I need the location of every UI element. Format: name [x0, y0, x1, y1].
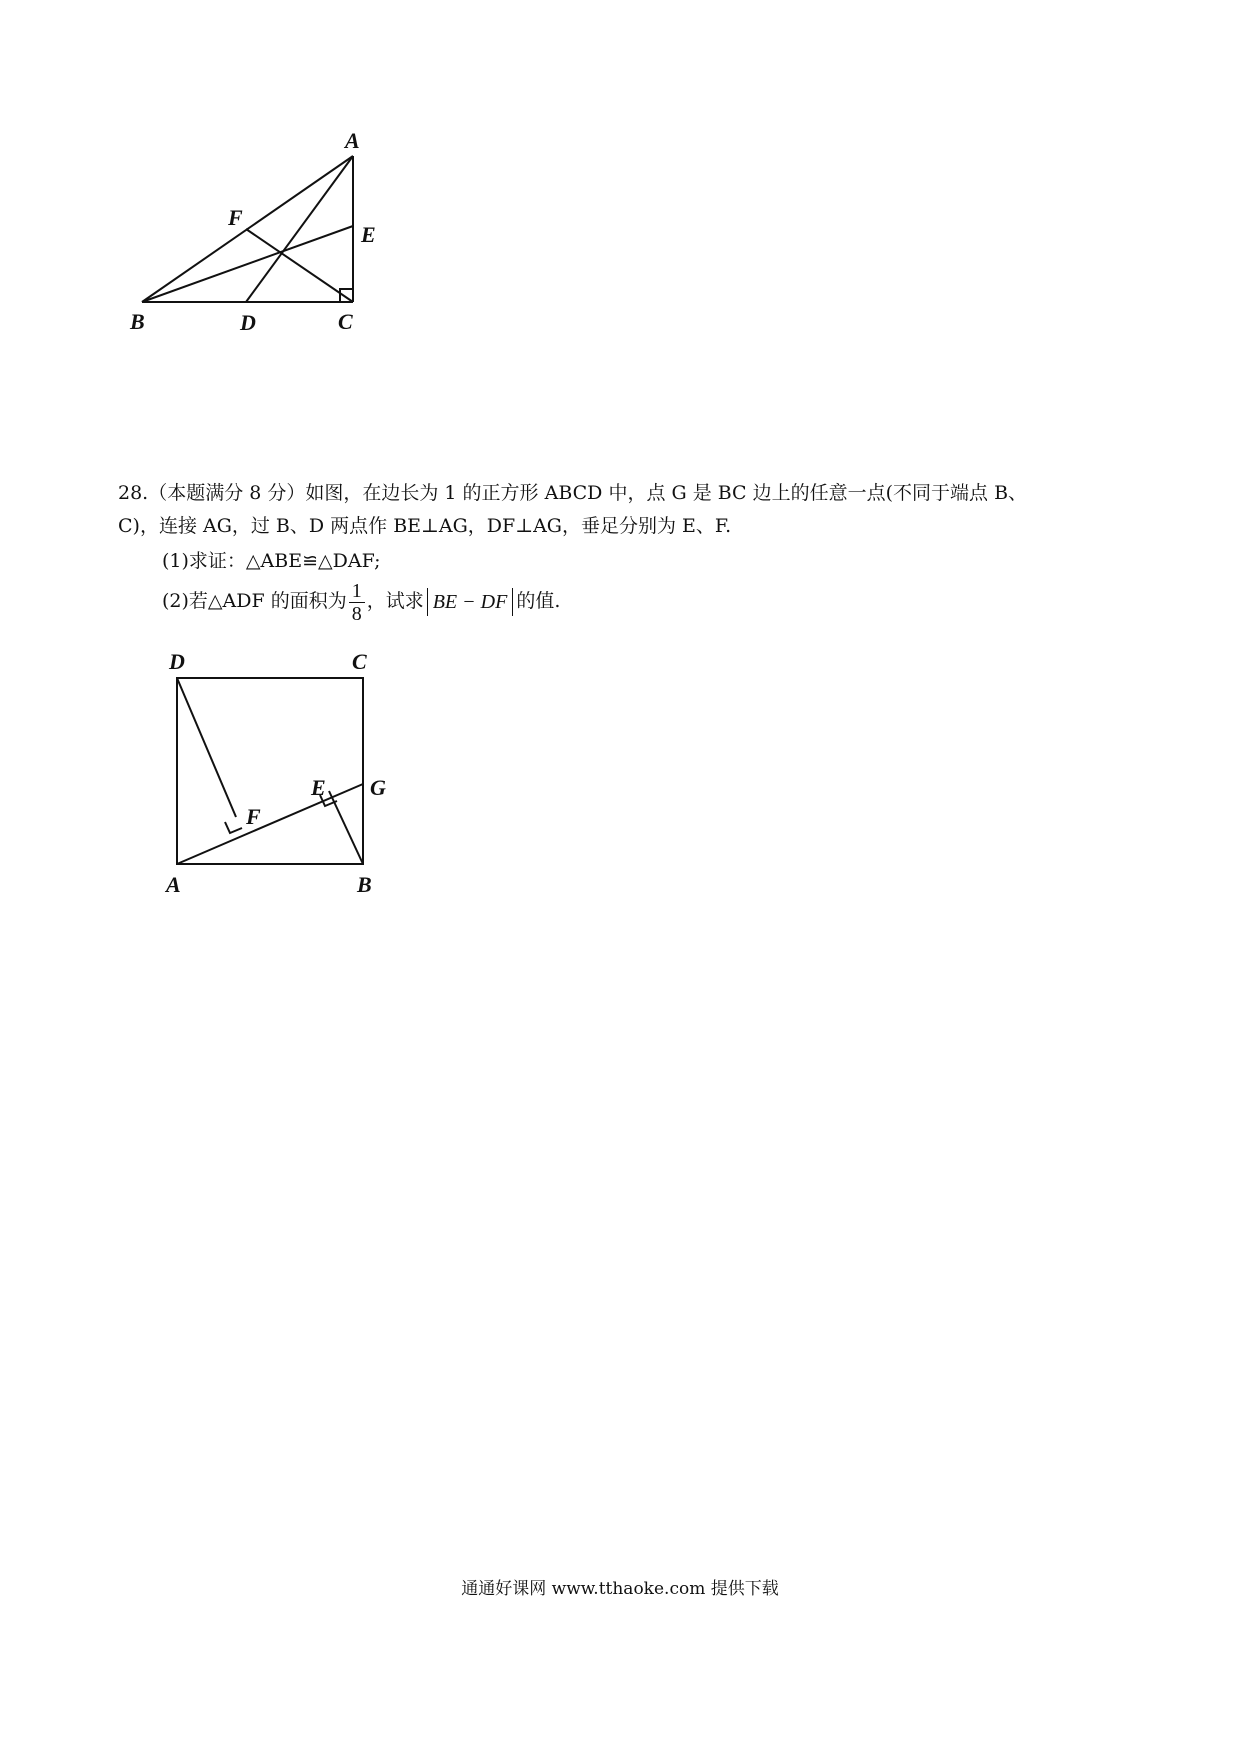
label-a: A	[345, 128, 360, 153]
label-g: G	[370, 775, 386, 800]
segment-cf	[246, 229, 353, 302]
footer-text: 通通好课网 www.tthaoke.com 提供下载	[461, 1579, 779, 1599]
segment-df	[177, 678, 236, 817]
label-c: C	[352, 649, 367, 674]
label-c: C	[338, 309, 353, 334]
segment-ag	[177, 784, 363, 864]
segment-ad	[246, 156, 353, 302]
label-b: B	[130, 309, 145, 334]
part-2-prefix: (2)若△ADF 的面积为	[162, 590, 347, 612]
problem-28-part-1: (1)求证：△ABE≌△DAF;	[162, 550, 381, 572]
square-figure	[0, 630, 420, 900]
absolute-value-expression: BE − DF	[427, 588, 514, 616]
label-d: D	[240, 310, 256, 335]
part-2-middle: ，试求	[366, 590, 424, 612]
fraction-denominator: 8	[351, 602, 362, 625]
segment-be	[142, 226, 353, 302]
label-f: F	[228, 205, 243, 230]
label-d: D	[169, 649, 185, 674]
label-e: E	[361, 222, 376, 247]
fraction-numerator: 1	[349, 580, 365, 603]
triangle-figure	[0, 0, 420, 350]
square-abcd	[177, 678, 363, 864]
part-2-suffix: 的值.	[516, 590, 561, 612]
problem-28-part-2	[162, 577, 560, 625]
problem-28-line-2: C)，连接 AG，过 B、D 两点作 BE⊥AG，DF⊥AG，垂足分别为 E、F.	[118, 515, 732, 537]
label-b: B	[357, 872, 372, 897]
label-e: E	[311, 775, 326, 800]
right-angle-mark-f	[225, 822, 242, 833]
fraction-one-eighth	[349, 580, 365, 625]
label-f: F	[246, 804, 261, 829]
problem-28-line-1: 28.（本题满分 8 分）如图，在边长为 1 的正方形 ABCD 中，点 G 是 BC 边上的任意一点(不同于端点 B、	[118, 482, 1028, 504]
label-a: A	[166, 872, 181, 897]
